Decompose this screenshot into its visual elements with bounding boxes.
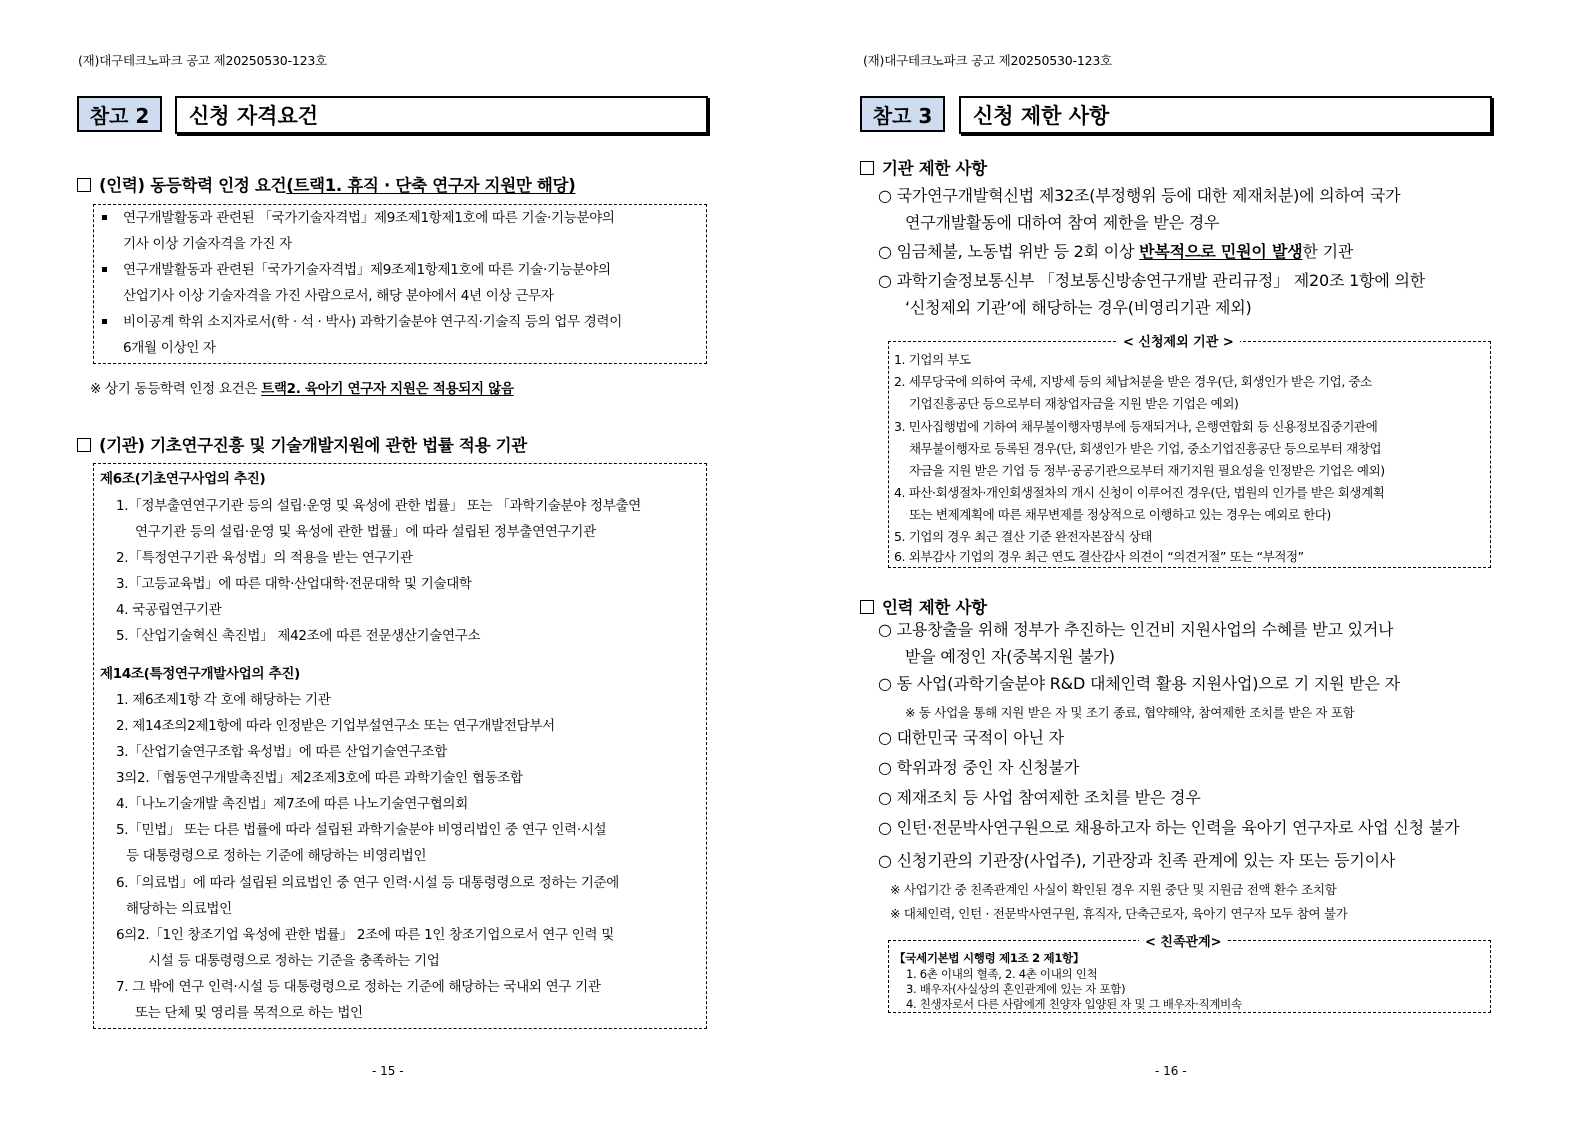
box-line: 5. 기업의 경우 최근 결산 기준 완전자본잠식 상태 bbox=[894, 529, 1152, 544]
document-number: (재)대구테크노파크 공고 제20250530-123호 bbox=[863, 53, 1112, 68]
limit-item: ○ 신청기관의 기관장(사업주), 기관장과 친족 관계에 있는 자 또는 등기이사 bbox=[878, 851, 1396, 870]
list-item: 연구개발활동과 관련된「국가기술자격법」제9조제1항제1호에 따른 기술·기능분야의 bbox=[100, 257, 611, 283]
page-title: 신청 제한 사항 bbox=[959, 96, 1492, 134]
kinship-line: 4. 친생자로서 다른 사람에게 친양자 입양된 자 및 그 배우자·직계비속 bbox=[906, 997, 1242, 1011]
kinship-law-title: 【국세기본법 시행령 제1조 2 제1항】 bbox=[894, 951, 1085, 965]
list-item-cont: 산업기사 이상 기술자격을 가진 사람으로서, 해당 분야에서 4년 이상 근무자 bbox=[123, 288, 554, 304]
article-6-title: 제6조(기초연구사업의 추진) bbox=[100, 471, 266, 487]
limit-item: ○ 대한민국 국적이 아닌 자 bbox=[878, 728, 1064, 747]
limit-item: ○ 고용창출을 위해 정부가 추진하는 인건비 지원사업의 수혜를 받고 있거나 bbox=[878, 620, 1394, 639]
checkbox-square-icon bbox=[860, 161, 874, 175]
box-line: 6. 외부감사 기업의 경우 최근 연도 결산감사 의견이 “의견거절” 또는 “부적정” bbox=[894, 549, 1304, 564]
article-item: 4.「나노기술개발 촉진법」제7조에 따른 나노기술연구협의회 bbox=[116, 796, 468, 812]
kinship-line: 1. 6촌 이내의 혈족, 2. 4촌 이내의 인척 bbox=[906, 967, 1098, 981]
box-line-cont: 채무불이행자로 등록된 경우(단, 회생인가 받은 기업, 중소기업진흥공단 등으로부터 재창업 bbox=[909, 441, 1382, 456]
checkbox-square-icon bbox=[860, 600, 874, 614]
article-item: 7. 그 밖에 연구 인력·시설 등 대통령령으로 정하는 기준에 해당하는 국내외 연구 기관 bbox=[116, 979, 601, 995]
box-line-cont: 자금을 지원 받은 기업 등 정부·공공기관으로부터 재기지원 필요성을 인정받은 기업은 예외) bbox=[909, 463, 1385, 478]
kinship-line: 3. 배우자(사실상의 혼인관계에 있는 자 포함) bbox=[906, 982, 1126, 996]
checkbox-square-icon bbox=[77, 178, 91, 192]
article-item: 5.「민법」 또는 다른 법률에 따라 설립된 과학기술분야 비영리법인 중 연구 인력·시설 bbox=[116, 822, 607, 838]
article-item: 6.「의료법」에 따라 설립된 의료법인 중 연구 인력·시설 등 대통령령으로 정하는 기준에 bbox=[116, 875, 620, 891]
box-line: 1. 기업의 부도 bbox=[894, 352, 971, 367]
limit-item: ○ 동 사업(과학기술분야 R&D 대체인력 활용 지원사업)으로 기 지원 받은 자 bbox=[878, 674, 1400, 693]
box-caption: < 신청제외 기관 > bbox=[1117, 331, 1240, 350]
article-item-cont: 등 대통령령으로 정하는 기준에 해당하는 비영리법인 bbox=[126, 848, 427, 864]
article-item: 6의2.「1인 창조기업 육성에 관한 법률」 2조에 따른 1인 창조기업으로서 연구 인력 및 bbox=[116, 927, 614, 943]
article-item-cont: 시설 등 대통령령으로 정하는 기준을 충족하는 기업 bbox=[148, 953, 440, 969]
box-line-cont: 또는 변제계획에 따른 채무변제를 정상적으로 이행하고 있는 경우는 예외로 한다) bbox=[909, 507, 1331, 522]
article-item: 3.「고등교육법」에 따른 대학·산업대학·전문대학 및 기술대학 bbox=[116, 576, 472, 592]
box-line: 2. 세무당국에 의하여 국세, 지방세 등의 체납처분을 받은 경우(단, 회생인가 받은 기업, 중소 bbox=[894, 374, 1372, 389]
reference-badge: 참고 3 bbox=[860, 96, 945, 132]
box-line-cont: 기업진흥공단 등으로부터 재창업자금을 지원 받은 기업은 예외) bbox=[909, 396, 1239, 411]
limit-note: ※ 동 사업을 통해 지원 받은 자 및 조기 종료, 협약해약, 참여제한 조치를 받은 자 포함 bbox=[905, 705, 1355, 720]
article-item: 1.「정부출연연구기관 등의 설립·운영 및 육성에 관한 법률」 또는 「과학기술분야 정부출연 bbox=[116, 498, 641, 514]
limit-item: ○ 임금체불, 노동법 위반 등 2회 이상 반복적으로 민원이 발생한 기관 bbox=[878, 242, 1354, 261]
page-number: - 15 - bbox=[372, 1064, 404, 1078]
list-item: 비이공계 학위 소지자로서(학 · 석 · 박사) 과학기술분야 연구직·기술직 등의 업무 경력이 bbox=[100, 309, 622, 335]
limit-item-cont: 받을 예정인 자(중복지원 불가) bbox=[905, 647, 1115, 666]
article-item: 2. 제14조의2제1항에 따라 인정받은 기업부설연구소 또는 연구개발전담부서 bbox=[116, 718, 555, 734]
section-heading-personnel-limits: 인력 제한 사항 bbox=[860, 594, 987, 618]
box-caption: < 친족관계> bbox=[1139, 931, 1228, 950]
article-14-title: 제14조(특정연구개발사업의 추진) bbox=[100, 666, 300, 682]
limit-item: ○ 인턴·전문박사연구원으로 채용하고자 하는 인력을 육아기 연구자로 사업 신청 불가 bbox=[878, 818, 1460, 837]
document-number: (재)대구테크노파크 공고 제20250530-123호 bbox=[78, 53, 327, 68]
article-item-cont: 연구기관 등의 설립·운영 및 육성에 관한 법률」에 따라 설립된 정부출연연구기관 bbox=[135, 524, 596, 540]
box-line: 3. 민사집행법에 기하여 채무불이행자명부에 등재되거나, 은행연합회 등 신용정보집중기관에 bbox=[894, 419, 1378, 434]
limit-item: ○ 과학기술정보통신부 「정보통신방송연구개발 관리규정」 제20조 1항에 의한 bbox=[878, 271, 1426, 290]
list-item-cont: 6개월 이상인 자 bbox=[123, 340, 216, 356]
page-number: - 16 - bbox=[1155, 1064, 1187, 1078]
note: ※ 상기 동등학력 인정 요건은 트랙2. 육아기 연구자 지원은 적용되지 않음 bbox=[90, 381, 514, 397]
article-item: 1. 제6조제1항 각 호에 해당하는 기관 bbox=[116, 692, 331, 708]
bullet-square-icon bbox=[102, 267, 107, 272]
limit-item: ○ 제재조치 등 사업 참여제한 조치를 받은 경우 bbox=[878, 788, 1201, 807]
list-item-cont: 기사 이상 기술자격을 가진 자 bbox=[123, 236, 292, 252]
limit-item: ○ 학위과정 중인 자 신청불가 bbox=[878, 758, 1080, 777]
article-item-cont: 또는 단체 및 영리를 목적으로 하는 법인 bbox=[135, 1005, 363, 1021]
article-item: 3.「산업기술연구조합 육성법」에 따른 산업기술연구조합 bbox=[116, 744, 447, 760]
article-item: 3의2.「협동연구개발촉진법」제2조제3호에 따른 과학기술인 협동조합 bbox=[116, 770, 523, 786]
limit-item-cont: 연구개발활동에 대하여 참여 제한을 받은 경우 bbox=[905, 213, 1220, 232]
reference-badge: 참고 2 bbox=[77, 96, 162, 132]
limit-note: ※ 대체인력, 인턴 · 전문박사연구원, 휴직자, 단축근로자, 육아기 연구자 모두 참여 불가 bbox=[890, 906, 1348, 921]
list-item: 연구개발활동과 관련된 「국가기술자격법」제9조제1항제1호에 따른 기술·기능분야의 bbox=[100, 205, 615, 231]
article-item: 2.「특정연구기관 육성법」의 적용을 받는 연구기관 bbox=[116, 550, 413, 566]
bullet-square-icon bbox=[102, 319, 107, 324]
article-item: 4. 국공립연구기관 bbox=[116, 602, 222, 618]
page-title: 신청 자격요건 bbox=[175, 96, 708, 134]
checkbox-square-icon bbox=[77, 438, 91, 452]
section-heading-institution-limits: 기관 제한 사항 bbox=[860, 155, 987, 179]
article-item: 5.「산업기술혁신 촉진법」 제42조에 따른 전문생산기술연구소 bbox=[116, 628, 481, 644]
article-item-cont: 해당하는 의료법인 bbox=[126, 901, 232, 917]
section-heading-personnel: (인력) 동등학력 인정 요건(트랙1. 휴직 · 단축 연구자 지원만 해당) bbox=[77, 172, 575, 196]
page-16 bbox=[793, 0, 1586, 1121]
limit-note: ※ 사업기간 중 친족관계인 사실이 확인된 경우 지원 중단 및 지원금 전액 환수 조치함 bbox=[890, 882, 1337, 897]
limit-item: ○ 국가연구개발혁신법 제32조(부정행위 등에 대한 제재처분)에 의하여 국가 bbox=[878, 186, 1401, 205]
box-line: 4. 파산·회생절차·개인회생절차의 개시 신청이 이루어진 경우(단, 법원의 인가를 받은 회생계획 bbox=[894, 485, 1385, 500]
bullet-square-icon bbox=[102, 215, 107, 220]
section-heading-institution: (기관) 기초연구진흥 및 기술개발지원에 관한 법률 적용 기관 bbox=[77, 432, 527, 456]
limit-item-cont: ‘신청제외 기관’에 해당하는 경우(비영리기관 제외) bbox=[905, 298, 1252, 317]
